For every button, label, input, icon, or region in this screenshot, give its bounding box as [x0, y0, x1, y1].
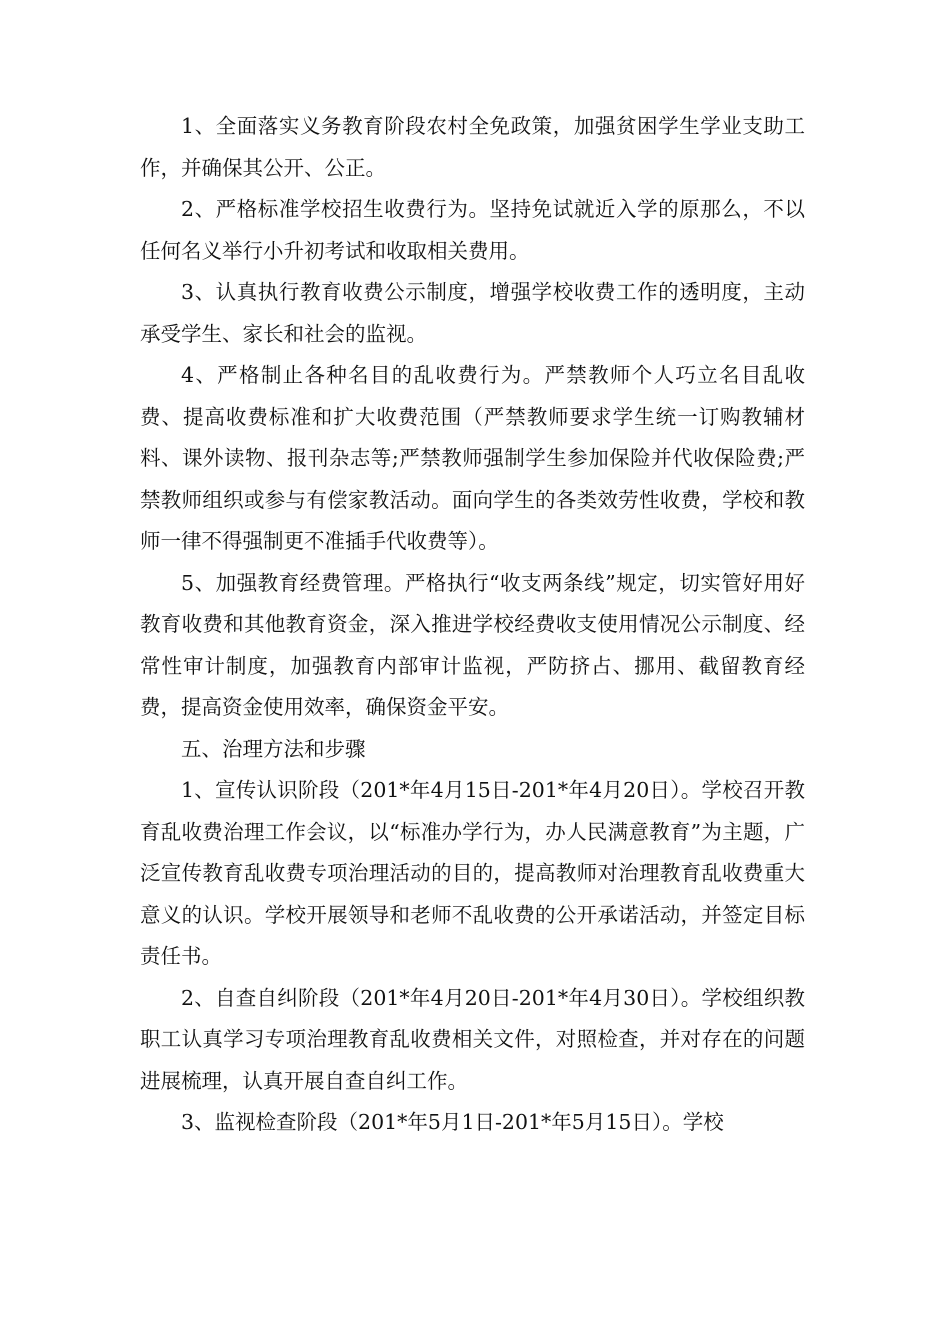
- paragraph-item-1: 1、全面落实义务教育阶段农村全免政策，加强贫困学生学业支助工作，并确保其公开、公正。: [140, 114, 805, 180]
- step-1-paragraph: 1、宣传认识阶段（201*年4月15日-201*年4月20日）。学校召开教育乱收费治理工作会议，以“标准办学行为，办人民满意教育”为主题，广泛宣传教育乱收费专项治理活动的目的，提高教师对治理教育乱收费重大意义的认识。学校开展领导和老师不乱收费的公开承诺活动，并签定目标责任书。: [140, 778, 805, 968]
- paragraph-item-4: 4、严格制止各种名目的乱收费行为。严禁教师个人巧立名目乱收费、提高收费标准和扩大收费范围（严禁教师要求学生统一订购教辅材料、课外读物、报刊杂志等;严禁教师强制学生参加保险并代收保险费;严禁教师组织或参与有偿家教活动。面向学生的各类效劳性收费，学校和教师一律不得强制更不准插手代收费等）。: [140, 363, 805, 553]
- section-heading: 五、治理方法和步骤: [181, 736, 366, 761]
- step-3-paragraph: 3、监视检查阶段（201*年5月1日-201*年5月15日）。学校: [181, 1110, 724, 1134]
- paragraph-item-3: 3、认真执行教育收费公示制度，增强学校收费工作的透明度，主动承受学生、家长和社会的监视。: [140, 280, 805, 346]
- paragraph-item-2: 2、严格标准学校招生收费行为。坚持免试就近入学的原那么，不以任何名义举行小升初考试和收取相关费用。: [140, 197, 805, 263]
- step-2-paragraph: 2、自查自纠阶段（201*年4月20日-201*年4月30日）。学校组织教职工认真学习专项治理教育乱收费相关文件，对照检查，并对存在的问题进展梳理，认真开展自查自纠工作。: [140, 985, 805, 1093]
- document-body: [140, 106, 805, 1144]
- paragraph-item-5: 5、加强教育经费管理。严格执行“收支两条线”规定，切实管好用好教育收费和其他教育资金，深入推进学校经费收支使用情况公示制度、经常性审计制度，加强教育内部审计监视，严防挤占、挪用、截留教育经费，提高资金使用效率，确保资金平安。: [140, 570, 805, 719]
